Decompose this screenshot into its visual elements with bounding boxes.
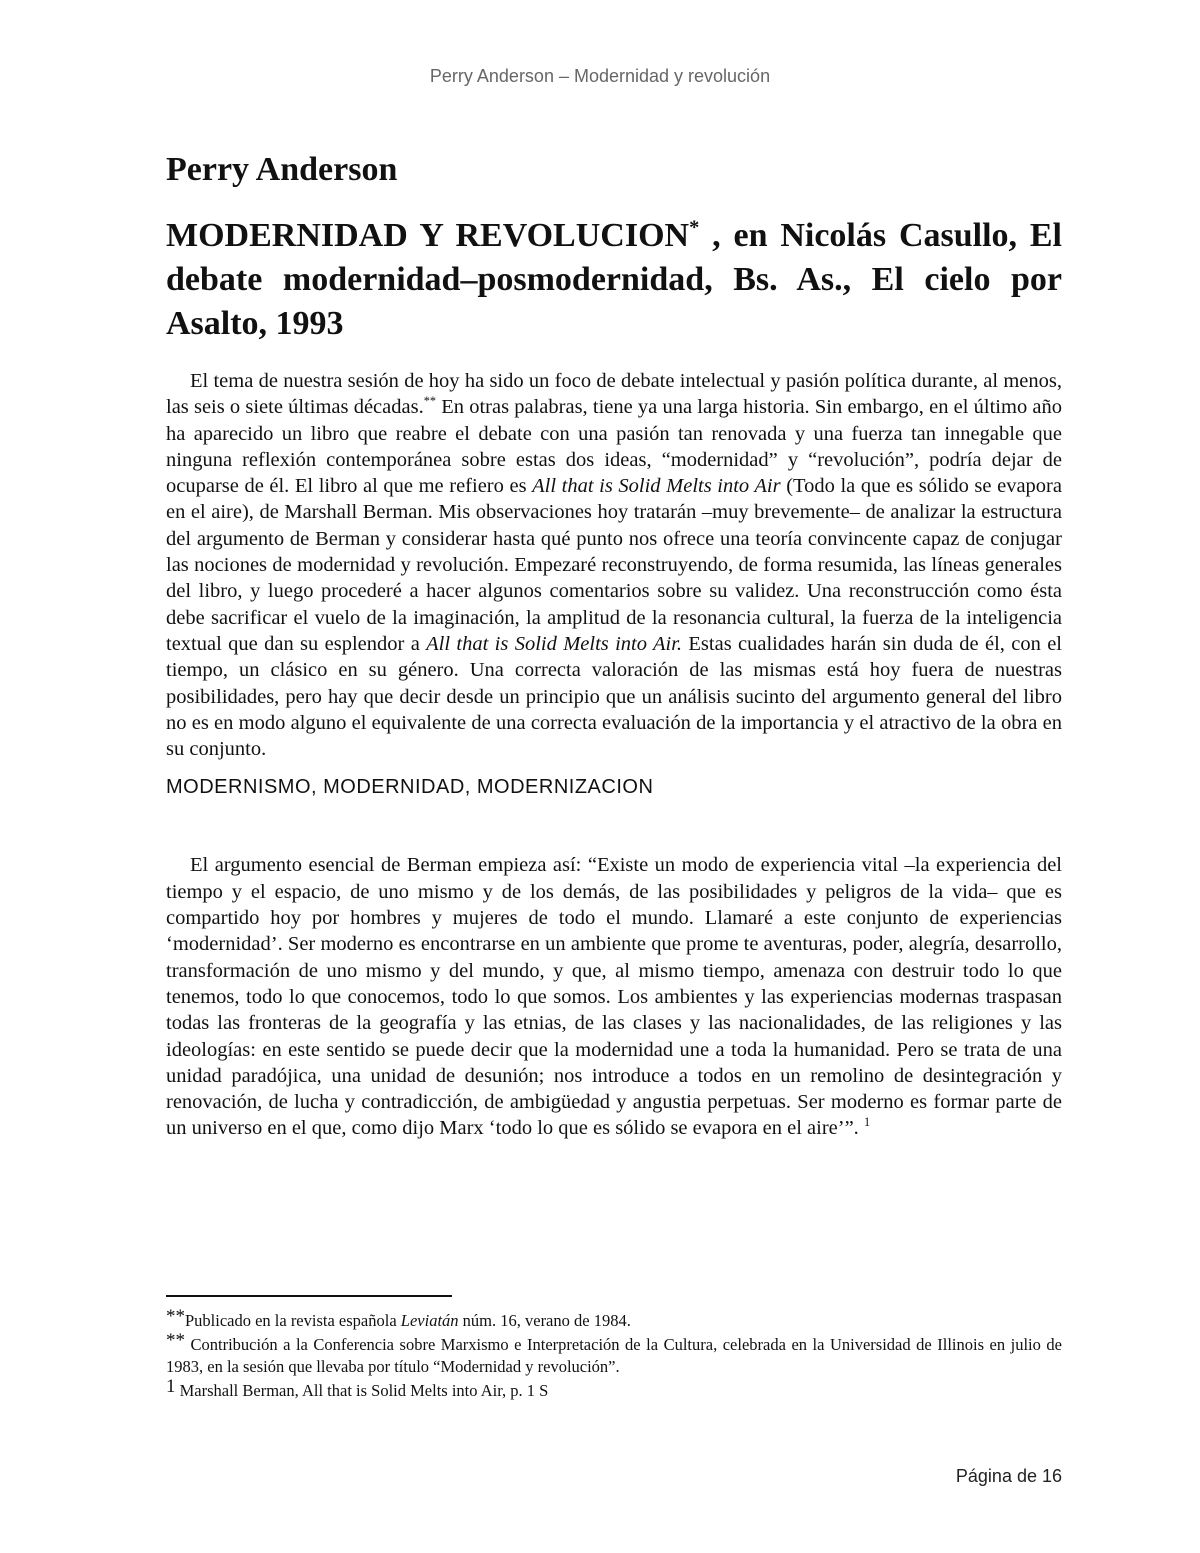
book-title-1: All that is Solid Melts into Air (532, 475, 781, 498)
page-content (166, 148, 1062, 1142)
title-footnote-mark: * (689, 216, 700, 239)
intro-text-1: El tema de nuestra sesión de hoy ha sido un foco de debate intelectual y pasión política durante, al menos, las seis o siete últimas décadas. (166, 370, 1062, 419)
footnote-2-text: Contribución a la Conferencia sobre Marxismo e Interpretación de la Cultura, celebrada en la Universidad de Illinois en julio de 1983, en la sesión que llevaba por título “Modernidad y revolución”. (166, 1335, 1062, 1376)
footnote-3-text: Marshall Berman, All that is Solid Melts into Air, p. 1 S (175, 1381, 549, 1400)
intro-text-2: En otras palabras, tiene ya una larga historia. Sin embargo, en el último año ha aparecido un libro que reabre el debate con una pasión tan renovada y una fuerza tan innegable que ninguna reflexión contemporánea sobre estas dos ideas, “modernidad” y “revolución”, podría dejar de ocuparse de él. El libro al que me refiero es (166, 396, 1062, 498)
footnote-2-mark: ** (166, 1330, 185, 1351)
footnote-3 (166, 1376, 1062, 1402)
footnote-2 (166, 1330, 1062, 1378)
footnote-1-journal: Leviatán (400, 1311, 459, 1330)
intro-text-4: Estas cualidades harán sin duda de él, con el tiempo, un clásico en su género. Una correcta valoración de las mismas está hoy fuera de nuestras posibilidades, pero hay que decir desde un principio que un análisis sucinto del argumento general del libro no es en modo alguno el equivalente de una correcta evaluación de la importancia y el atractivo de la obra en su conjunto. (166, 632, 1063, 761)
article-title (166, 214, 1062, 346)
running-header: Perry Anderson – Modernidad y revolución (429, 66, 771, 86)
section-heading: MODERNISMO, MODERNIDAD, MODERNIZACION (166, 776, 654, 799)
intro-text-3: (Todo la que es sólido se evapora en el aire), de Marshall Berman. Mis observaciones hoy tratarán –muy brevemente– de analizar la estructura del argumento de Berman y considerar hasta qué punto nos ofrece una teoría convincente capaz de conjugar las nociones de modernidad y revolución. Empezaré reconstruyendo, de forma resumida, las líneas generales del libro, y luego procederé a hacer algunos comentarios sobre su validez. Una reconstrucción como ésta debe sacrificar el vuelo de la imaginación, la amplitud de la resonancia cultural, la fuerza de la inteligencia textual que dan su esplendor a (166, 475, 1062, 655)
footnote-1-text: Publicado en la revista española (184, 1311, 401, 1330)
book-title-2: All that is Solid Melts into Air. (426, 632, 683, 655)
intro-paragraph (166, 368, 1062, 762)
footnote-3-mark: 1 (166, 1376, 176, 1397)
footnotes (166, 1306, 1062, 1404)
section-text: El argumento esencial de Berman empieza así: “Existe un modo de experiencia vital –la experiencia del tiempo y el espacio, de uno mismo y de los demás, de las posibilidades y peligros de la vida– que es compartido hoy por hombres y mujeres de todo el mundo. Llamaré a este conjunto de experiencias ‘modernidad’. Ser moderno es encontrarse en un ambiente que prome te aventuras, poder, alegría, desarrollo, transformación de uno mismo y del mundo, y que, al mismo tiempo, amenaza con destruir todo lo que tenemos, todo lo que conocemos, todo lo que somos. Los ambientes y las experiencias modernas traspasan todas las fronteras de la geografía y las etnias, de las clases y las nacionalidades, de las religiones y las ideologías: en este sentido se puede decir que la modernidad une a toda la humanidad. Pero se trata de una unidad paradójica, una unidad de desunión; nos introduce a todos en un remolino de desintegración y renovación, de lucha y contradicción, de ambigüedad y angustia perpetuas. Ser moderno es formar parte de un universo en el que, como dijo Marx ‘todo lo que es sólido se evapora en el aire’”. (166, 854, 1062, 1140)
section-paragraph (166, 852, 1062, 1141)
intro-footnote-mark: ** (423, 394, 437, 409)
title-main: MODERNIDAD Y REVOLUCION (166, 217, 690, 254)
section-footnote-ref: 1 (863, 1115, 871, 1130)
footnote-1-text-end: núm. 16, verano de 1984. (458, 1311, 631, 1330)
footnote-1 (166, 1306, 1062, 1332)
footnote-1-mark: ** (166, 1306, 185, 1327)
author-heading: Perry Anderson (166, 151, 398, 188)
footnote-separator (166, 1295, 452, 1297)
page-footer: Página de 16 (955, 1466, 1062, 1486)
title-citation: , en Nicolás Casullo, El debate modernidad–posmodernidad, Bs. As., El cielo por Asalto, 1993 (166, 217, 1063, 342)
